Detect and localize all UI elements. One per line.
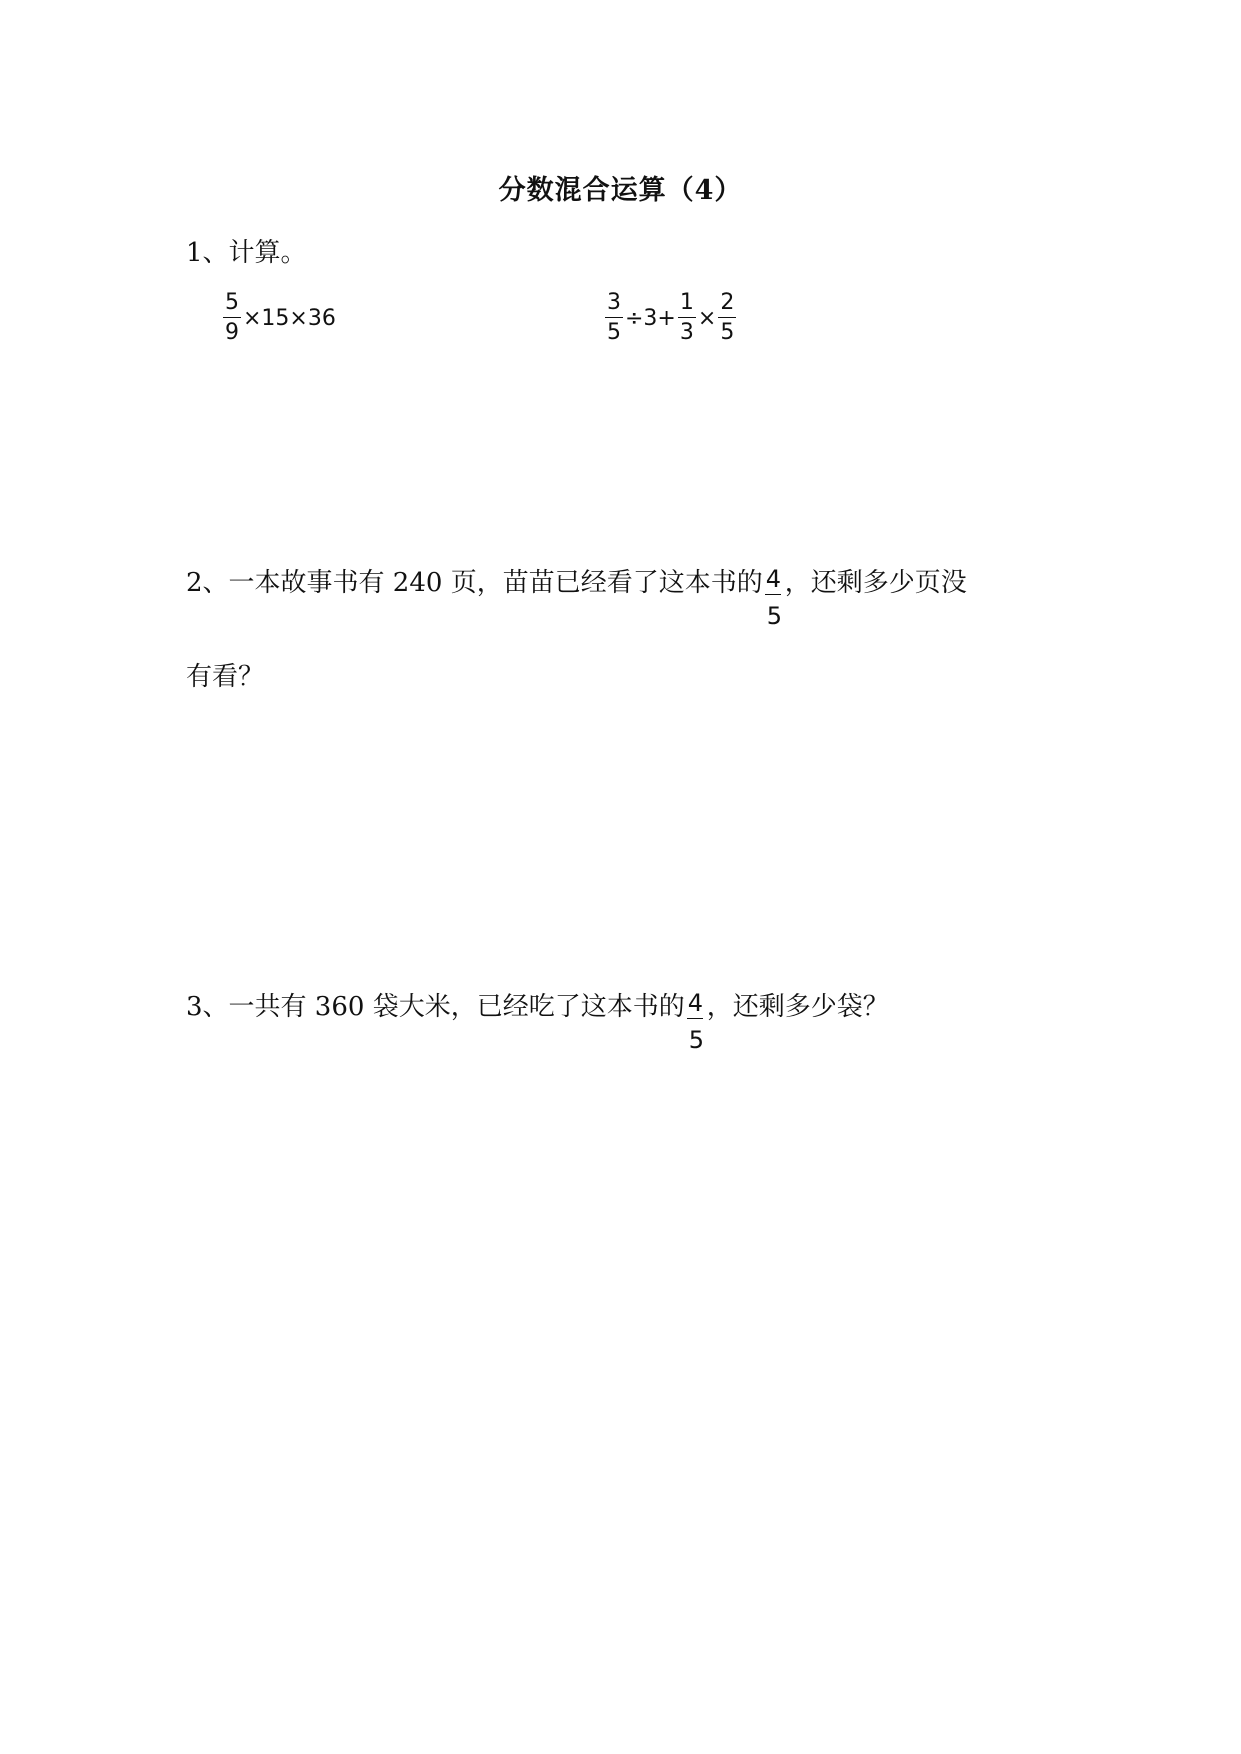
operator-text: ÷3+ [625,305,676,331]
denominator: 5 [766,602,782,630]
fraction [605,292,623,344]
inline-fraction [685,989,707,1054]
numerator: 4 [765,565,781,593]
numerator: 4 [687,989,703,1017]
fraction-bar [765,594,781,595]
operator-text: ×15×36 [243,305,336,331]
page-title: 分数混合运算（4） [498,175,743,206]
question-2-text-before: 2、一本故事书有 240 页，苗苗已经看了这本书的 [186,568,763,598]
question-2-line-1 [186,565,967,630]
denominator: 3 [679,320,694,345]
denominator: 5 [688,1026,704,1054]
operator-text: × [697,305,717,331]
numerator: 1 [678,292,696,318]
fraction-bar [687,1018,703,1019]
fraction [678,292,696,344]
question-1-expression-2 [604,292,737,344]
question-1-expression-1 [222,292,337,344]
numerator: 2 [718,292,736,318]
inline-fraction [763,565,785,630]
denominator: 5 [720,320,735,345]
denominator: 9 [225,320,239,345]
question-1-label: 1、计算。 [186,238,307,268]
numerator: 5 [223,292,241,318]
fraction [718,292,736,344]
question-3-line [186,989,889,1054]
denominator: 5 [607,320,621,345]
numerator: 3 [605,292,623,318]
question-2-line-2: 有看？ [186,662,265,692]
question-3-text-after: ，还剩多少袋？ [706,992,889,1022]
fraction [223,292,241,344]
question-2-text-after: ，还剩多少页没 [784,568,967,598]
question-3-text-before: 3、一共有 360 袋大米，已经吃了这本书的 [186,992,685,1022]
